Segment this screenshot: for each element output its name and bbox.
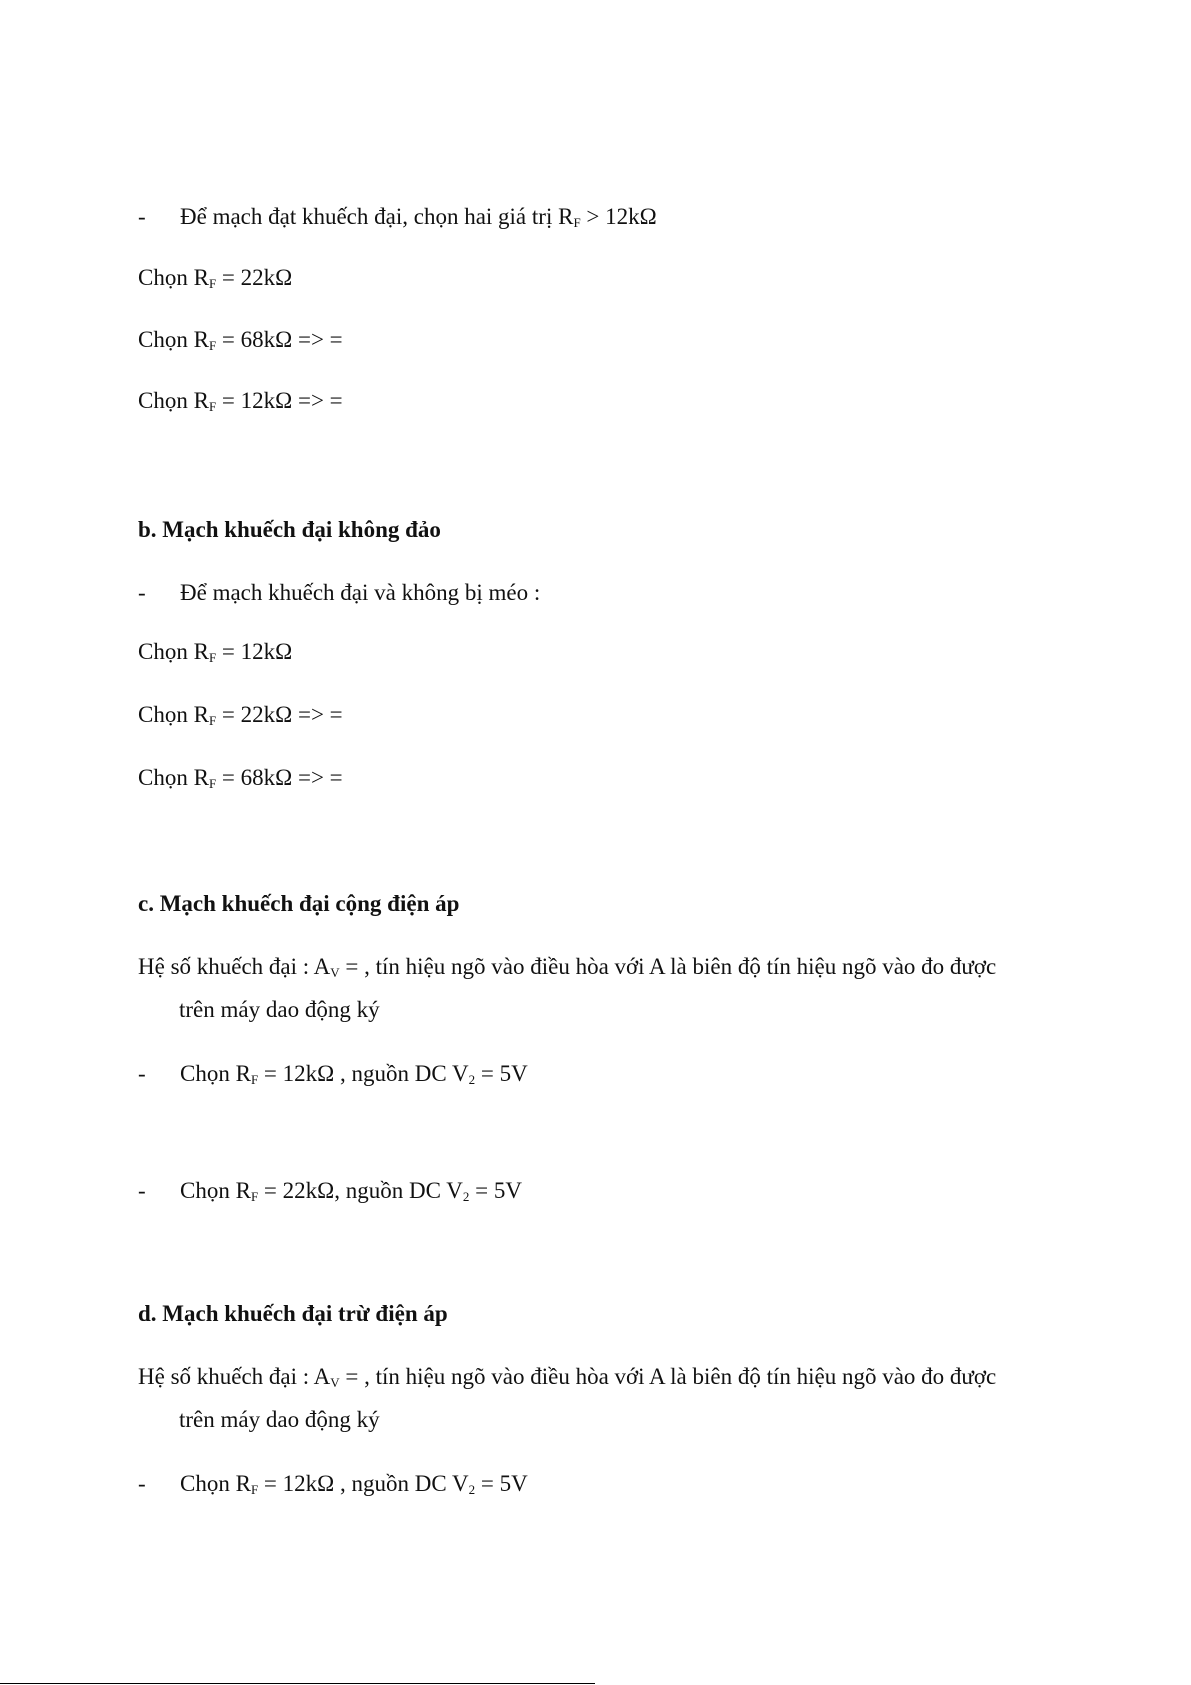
subscript: F (573, 215, 581, 230)
choice-rf-68k (138, 764, 343, 792)
bullet-dash: - (138, 580, 146, 605)
text: = 22kΩ (216, 265, 293, 290)
choice-rf-68k (138, 326, 343, 354)
bullet-no-distortion (138, 579, 540, 607)
gain-description-cont: trên máy dao động ký (179, 997, 380, 1022)
bullet-dash: - (138, 1178, 146, 1203)
bullet-rf-12k-v2-5v (138, 1060, 528, 1088)
bullet-dash: - (138, 204, 146, 229)
text: = 22kΩ => = (216, 702, 343, 727)
subscript: F (208, 276, 217, 291)
bullet-gain-condition (138, 203, 657, 231)
subscript: F (250, 1072, 259, 1087)
text: Chọn R (180, 1061, 251, 1086)
subscript: 2 (462, 1189, 470, 1204)
subscript: F (208, 650, 217, 665)
text: Chọn R (138, 639, 209, 664)
choice-rf-12k (138, 387, 343, 415)
text: Chọn R (180, 1471, 251, 1496)
text: = 5V (475, 1061, 528, 1086)
text: = 12kΩ => = (216, 388, 343, 413)
subscript: F (250, 1189, 259, 1204)
text: Hệ số khuếch đại : A (138, 1364, 331, 1389)
text: Để mạch đạt khuếch đại, chọn hai giá trị R (180, 204, 574, 229)
subscript: V (330, 965, 340, 980)
subscript: V (330, 1375, 340, 1390)
text: Chọn R (138, 265, 209, 290)
subscript: F (250, 1482, 259, 1497)
gain-description (138, 1363, 996, 1391)
text: = 12kΩ , nguồn DC V (258, 1471, 469, 1496)
bullet-dash: - (138, 1471, 146, 1496)
text: Chọn R (138, 388, 209, 413)
text: = 5V (469, 1178, 522, 1203)
bullet-rf-22k-v2-5v (138, 1177, 522, 1205)
text: = , tín hiệu ngõ vào điều hòa với A là biên độ tín hiệu ngõ vào đo được (339, 1364, 997, 1389)
text: = 12kΩ (216, 639, 293, 664)
text: = 5V (475, 1471, 528, 1496)
text: = 12kΩ , nguồn DC V (258, 1061, 469, 1086)
choice-rf-22k (138, 264, 292, 292)
gain-description-cont: trên máy dao động ký (179, 1407, 380, 1432)
subscript: F (208, 399, 217, 414)
text: Chọn R (180, 1178, 251, 1203)
text: = 68kΩ => = (216, 765, 343, 790)
subscript: 2 (468, 1072, 476, 1087)
subscript: F (208, 338, 217, 353)
text: = 68kΩ => = (216, 327, 343, 352)
subscript: F (208, 776, 217, 791)
heading-non-inverting: b. Mạch khuếch đại không đảo (138, 517, 441, 542)
heading-summing-amp: c. Mạch khuếch đại cộng điện áp (138, 891, 460, 916)
text: Hệ số khuếch đại : A (138, 954, 331, 979)
text: Để mạch khuếch đại và không bị méo : (180, 580, 541, 605)
gain-description (138, 953, 996, 981)
subscript: F (208, 713, 217, 728)
footnote-separator (0, 1683, 595, 1684)
text: = 22kΩ, nguồn DC V (258, 1178, 463, 1203)
bullet-rf-12k-v2-5v (138, 1470, 528, 1498)
text: Chọn R (138, 327, 209, 352)
choice-rf-22k (138, 701, 343, 729)
text: > 12kΩ (580, 204, 657, 229)
text: Chọn R (138, 702, 209, 727)
text: = , tín hiệu ngõ vào điều hòa với A là biên độ tín hiệu ngõ vào đo được (339, 954, 997, 979)
heading-difference-amp: d. Mạch khuếch đại trừ điện áp (138, 1301, 448, 1326)
choice-rf-12k (138, 638, 292, 666)
text: Chọn R (138, 765, 209, 790)
bullet-dash: - (138, 1061, 146, 1086)
subscript: 2 (468, 1482, 476, 1497)
